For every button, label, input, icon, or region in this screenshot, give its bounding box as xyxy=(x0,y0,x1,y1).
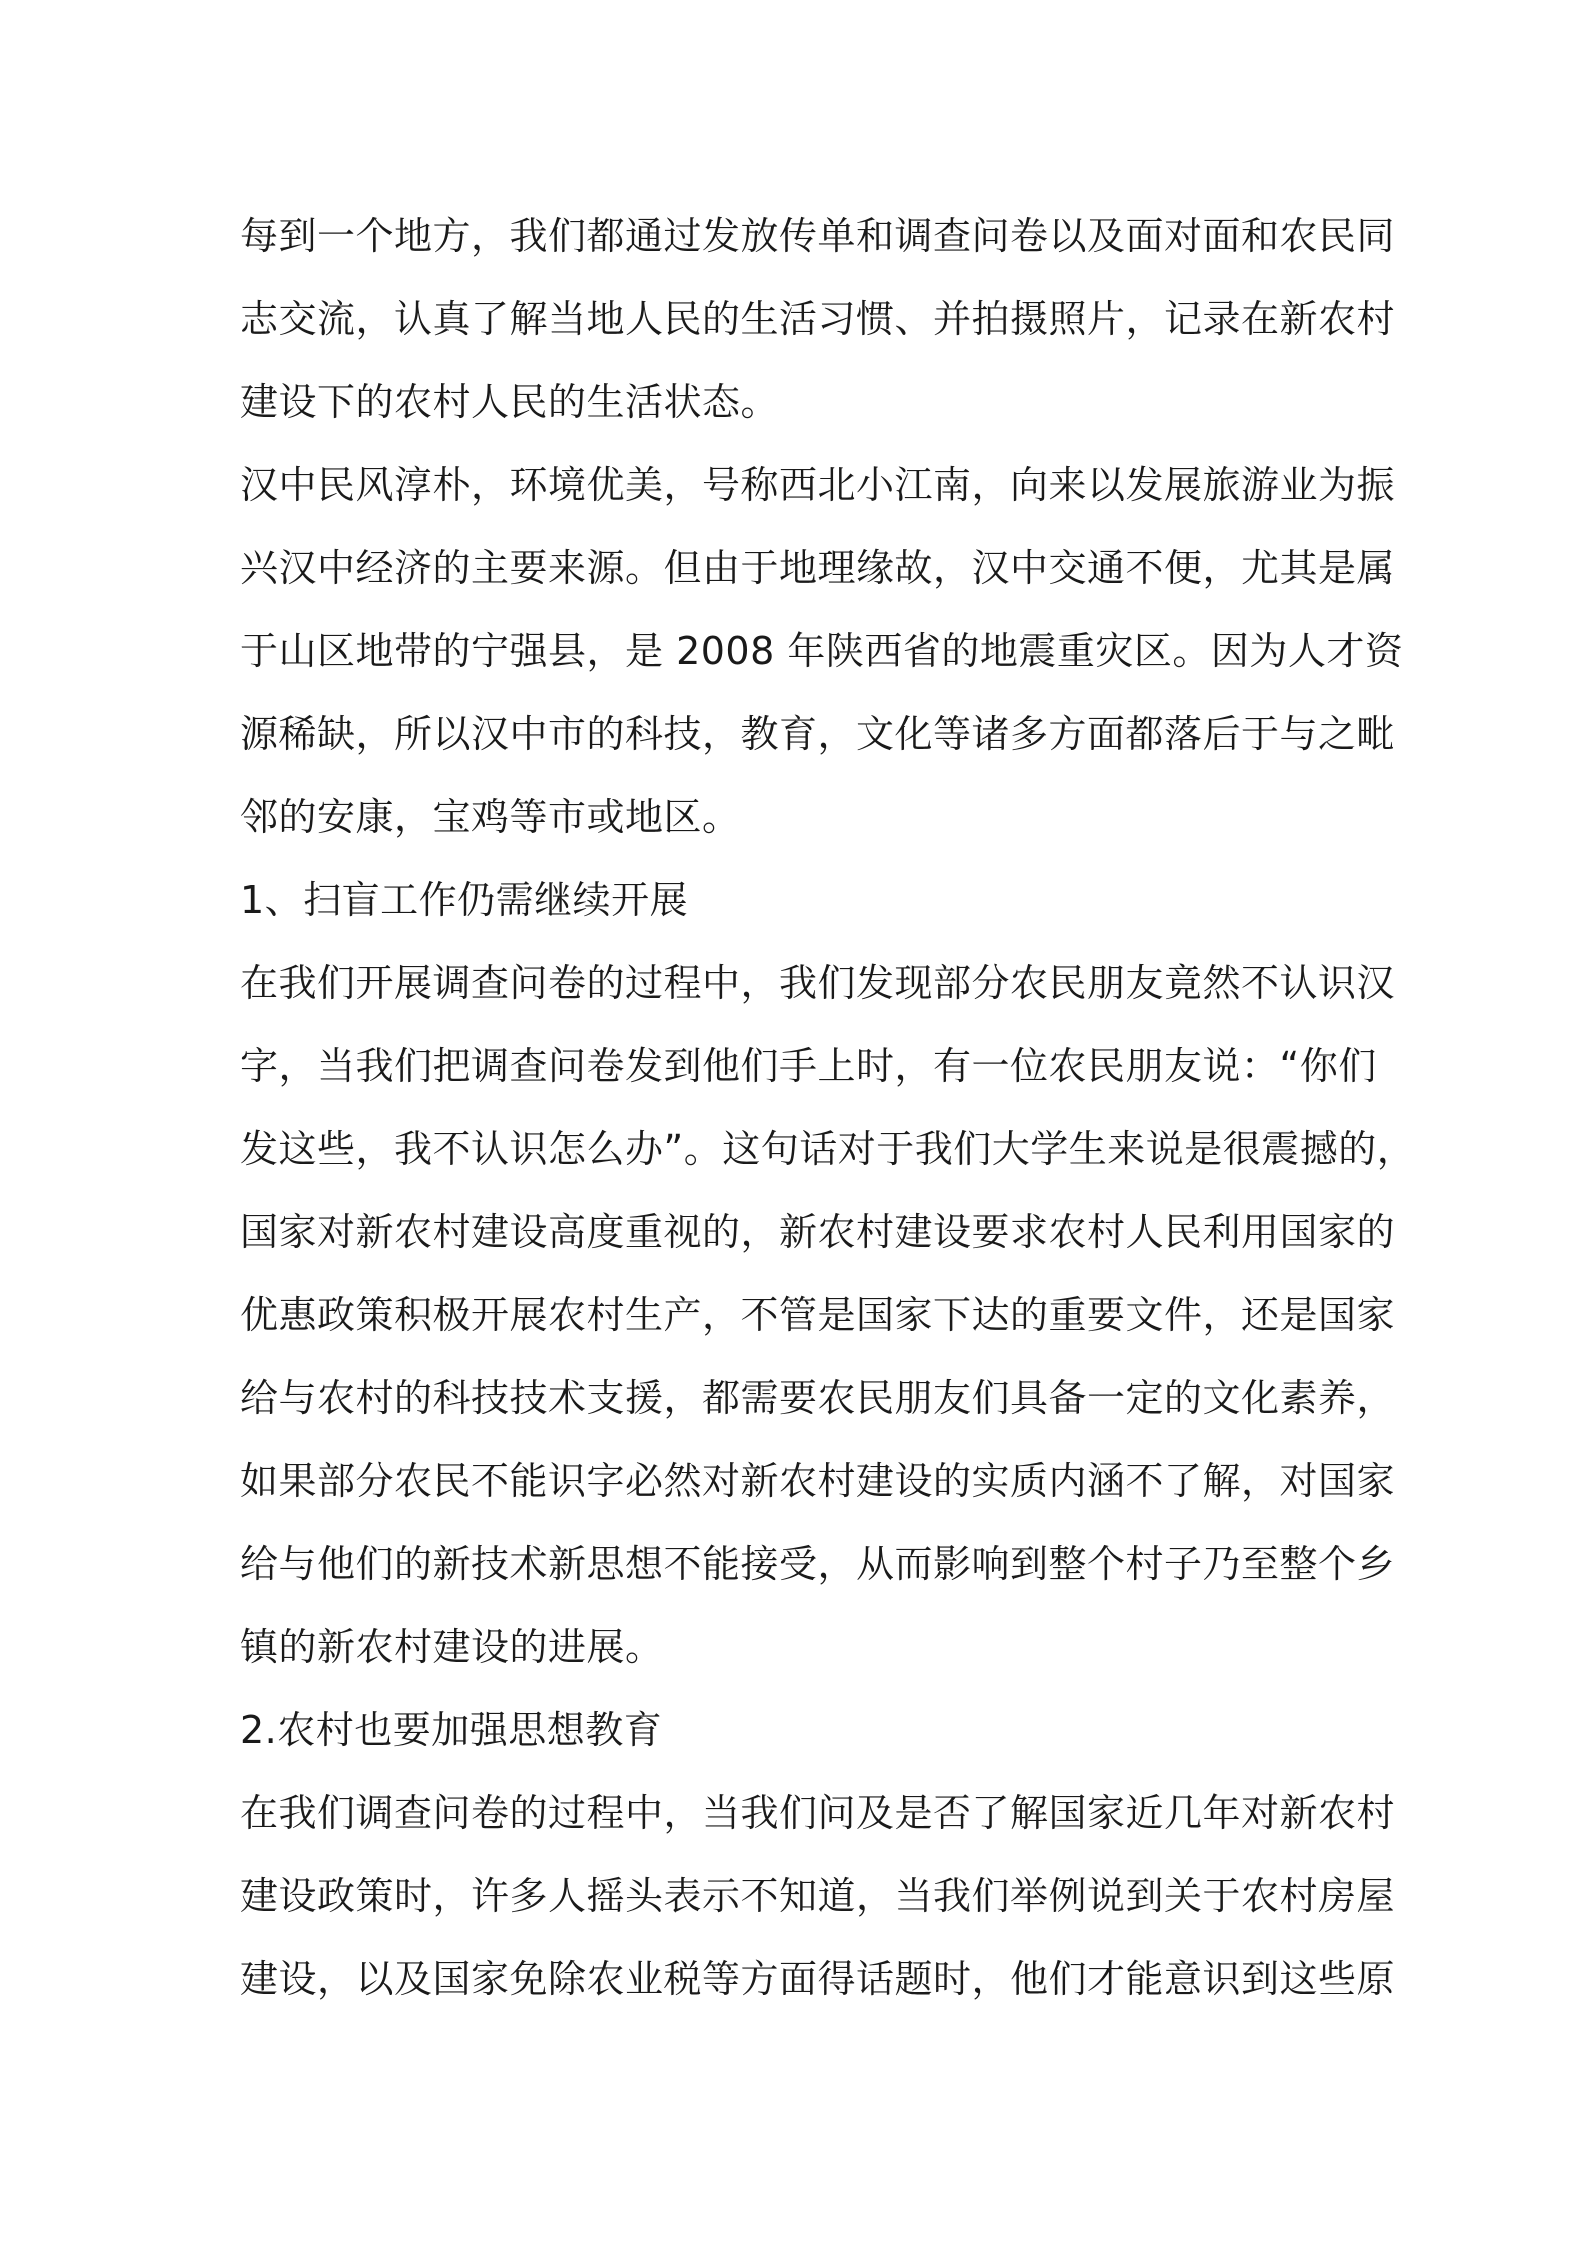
text-line: 镇的新农村建设的进展。 xyxy=(240,1625,664,1669)
text-line: 优惠政策积极开展农村生产，不管是国家下达的重要文件，还是国家 xyxy=(240,1293,1396,1337)
text-line: 于山区地带的宁强县，是 2008 年陕西省的地震重灾区。因为人才资 xyxy=(240,629,1404,673)
text-line: 国家对新农村建设高度重视的，新农村建设要求农村人民利用国家的 xyxy=(240,1210,1396,1254)
text-line: 在我们调查问卷的过程中，当我们问及是否了解国家近几年对新农村 xyxy=(240,1791,1396,1835)
text-line: 发这些，我不认识怎么办”。这句话对于我们大学生来说是很震撼的， xyxy=(240,1127,1416,1171)
section-heading: 1、扫盲工作仍需继续开展 xyxy=(240,878,689,922)
text-line: 邻的安康，宝鸡等市或地区。 xyxy=(240,795,741,839)
text-line: 兴汉中经济的主要来源。但由于地理缘故，汉中交通不便，尤其是属 xyxy=(240,546,1396,590)
text-line: 给与他们的新技术新思想不能接受，从而影响到整个村子乃至整个乡 xyxy=(240,1542,1396,1586)
text-line: 汉中民风淳朴，环境优美，号称西北小江南，向来以发展旅游业为振 xyxy=(240,463,1396,507)
text-line: 给与农村的科技技术支援，都需要农民朋友们具备一定的文化素养， xyxy=(240,1376,1396,1420)
text-line: 志交流，认真了解当地人民的生活习惯、并拍摄照片，记录在新农村 xyxy=(240,297,1396,341)
text-line: 在我们开展调查问卷的过程中，我们发现部分农民朋友竟然不认识汉 xyxy=(240,961,1396,1005)
text-line: 源稀缺，所以汉中市的科技，教育，文化等诸多方面都落后于与之毗 xyxy=(240,712,1396,756)
text-line: 建设，以及国家免除农业税等方面得话题时，他们才能意识到这些原 xyxy=(240,1957,1396,2001)
text-line: 如果部分农民不能识字必然对新农村建设的实质内涵不了解，对国家 xyxy=(240,1459,1396,1503)
text-line: 建设下的农村人民的生活状态。 xyxy=(240,380,780,424)
text-line: 建设政策时，许多人摇头表示不知道，当我们举例说到关于农村房屋 xyxy=(240,1874,1396,1918)
document-body xyxy=(240,195,1416,2021)
text-line: 每到一个地方，我们都通过发放传单和调查问卷以及面对面和农民同 xyxy=(240,214,1396,258)
text-line: 字，当我们把调查问卷发到他们手上时，有一位农民朋友说：“你们 xyxy=(240,1044,1377,1088)
section-heading: 2.农村也要加强思想教育 xyxy=(240,1708,663,1752)
